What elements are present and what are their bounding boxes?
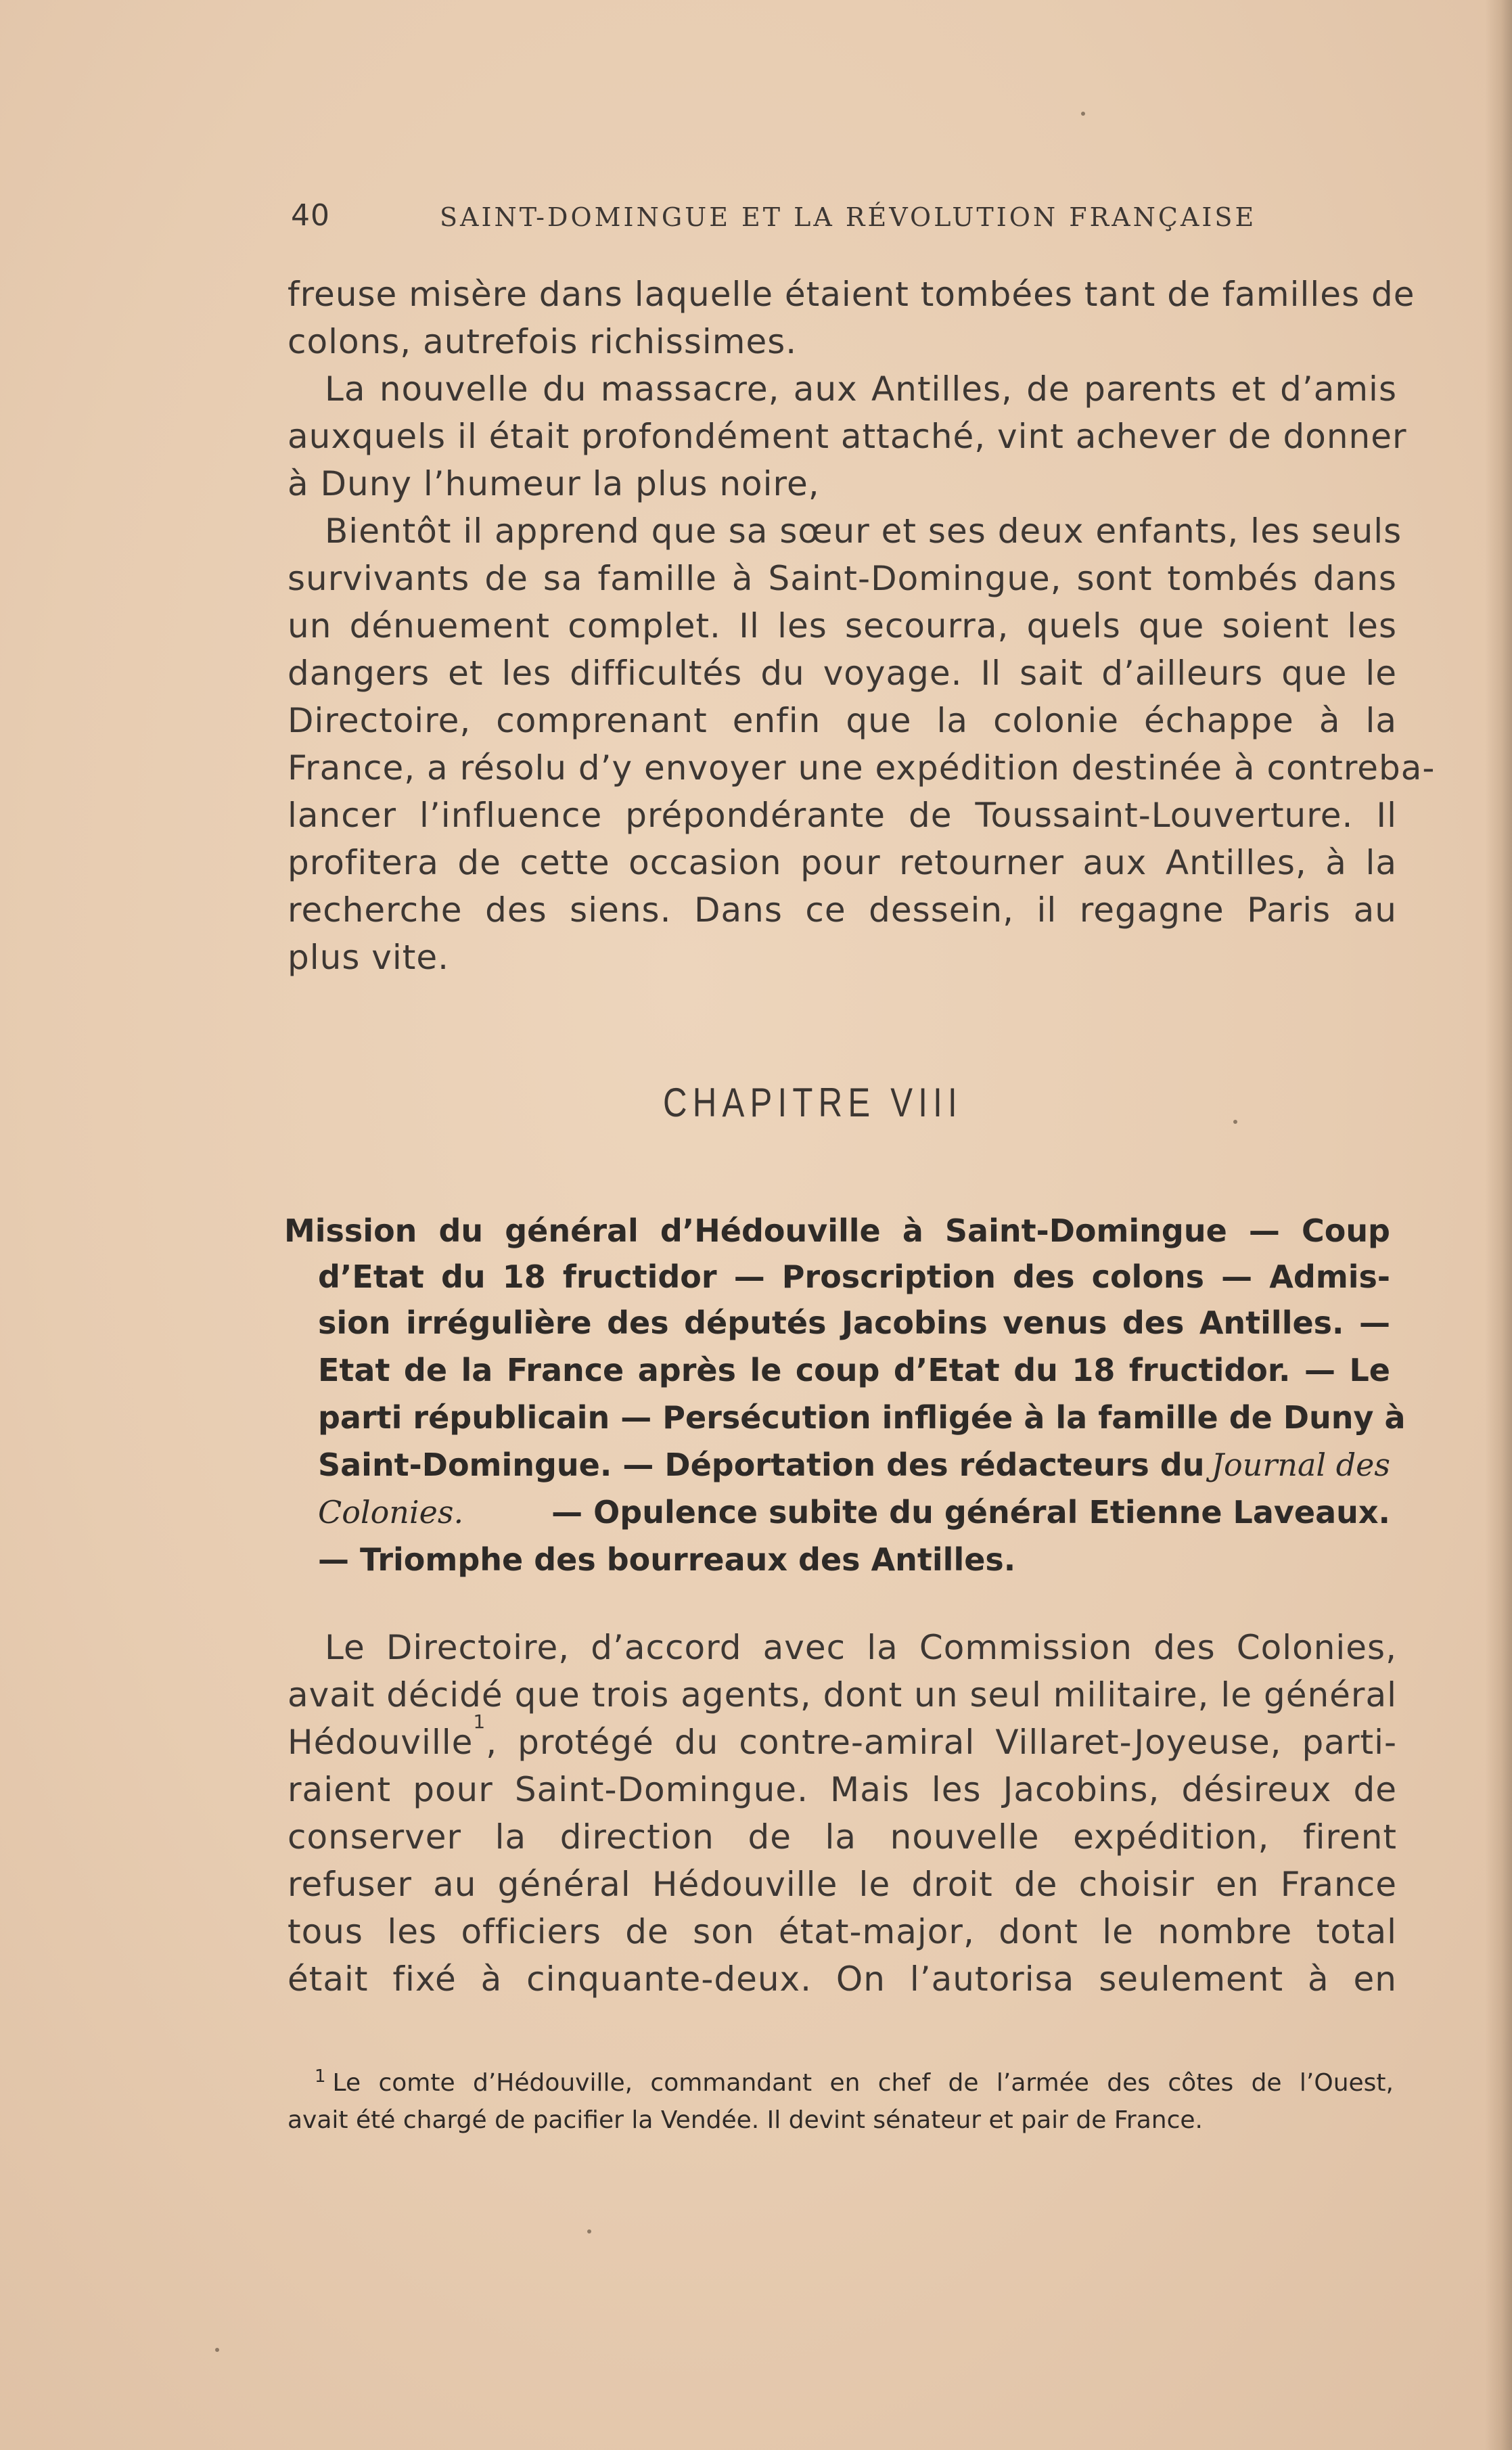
text-line: La nouvelle du massacre, aux Antilles, de parents et d’amis bbox=[325, 369, 1397, 409]
text-line: était fixé à cinquante-deux. On l’autorisa seulement à en bbox=[288, 1959, 1397, 1999]
chapter-title: CHAPITRE VIII bbox=[663, 1080, 963, 1125]
summary-text: — Opulence subite du général Etienne Laveaux. bbox=[551, 1494, 1390, 1530]
journal-title-italic: Journal des bbox=[1211, 1447, 1390, 1483]
text-line: tous les officiers de son état-major, dont le nombre total bbox=[288, 1912, 1397, 1951]
text-line: dangers et les difficultés du voyage. Il sait d’ailleurs que le bbox=[288, 654, 1397, 693]
text-line: plus vite. bbox=[288, 938, 450, 977]
text-line: Bientôt il apprend que sa sœur et ses deux enfants, les seuls bbox=[325, 512, 1402, 551]
footnote-line: avait été chargé de pacifier la Vendée. Il devint sénateur et pair de France. bbox=[288, 2106, 1203, 2134]
footnote-line bbox=[315, 2067, 1394, 2100]
text-line: à Duny l’humeur la plus noire, bbox=[288, 464, 820, 503]
text-line: lancer l’influence prépondérante de Toussaint-Louverture. Il bbox=[288, 796, 1397, 835]
text-line bbox=[288, 1710, 1397, 1763]
text-fragment: Hédouville bbox=[288, 1723, 474, 1762]
text-line: colons, autrefois richissimes. bbox=[288, 322, 798, 361]
chapter-summary-line bbox=[318, 1445, 1390, 1484]
summary-text: Saint-Domingue. — Déportation des rédacteurs du bbox=[318, 1447, 1205, 1483]
text-line: recherche des siens. Dans ce dessein, il regagne Paris au bbox=[288, 890, 1397, 930]
chapter-summary-line: d’Etat du 18 fructidor — Proscription des colons — Admis- bbox=[318, 1258, 1390, 1295]
running-title: SAINT-DOMINGUE ET LA RÉVOLUTION FRANÇAISE bbox=[440, 202, 1257, 232]
text-line: France, a résolu d’y envoyer une expédition destinée à contreba- bbox=[288, 748, 1436, 788]
chapter-summary-line: Etat de la France après le coup d’Etat du 18 fructidor. — Le bbox=[318, 1352, 1390, 1388]
footnote-text: Le comte d’Hédouville, commandant en chef de l’armée des côtes de l’Ouest, bbox=[332, 2069, 1394, 2097]
text-fragment: , protégé du contre-amiral Villaret-Joyeuse, parti- bbox=[486, 1723, 1397, 1762]
footnote-number: 1 bbox=[315, 2066, 326, 2087]
text-line: raient pour Saint-Domingue. Mais les Jacobins, désireux de bbox=[288, 1770, 1397, 1809]
chapter-summary-line: sion irrégulière des députés Jacobins venus des Antilles. — bbox=[318, 1305, 1390, 1341]
text-line: conserver la direction de la nouvelle expédition, firent bbox=[288, 1817, 1397, 1857]
text-line: refuser au général Hédouville le droit de choisir en France bbox=[288, 1865, 1397, 1904]
text-line: Directoire, comprenant enfin que la colonie échappe à la bbox=[288, 701, 1397, 740]
chapter-summary-line: Mission du général d’Hédouville à Saint-Domingue — Coup bbox=[284, 1212, 1390, 1249]
journal-title-italic: Colonies. bbox=[318, 1494, 464, 1530]
running-header bbox=[291, 198, 1257, 239]
text-line: freuse misère dans laquelle étaient tombées tant de familles de bbox=[288, 275, 1415, 314]
paper-speck bbox=[215, 2348, 219, 2352]
paper-speck bbox=[1233, 1120, 1237, 1124]
text-line: survivants de sa famille à Saint-Domingue, sont tombés dans bbox=[288, 559, 1397, 598]
text-line: avait décidé que trois agents, dont un seul militaire, le général bbox=[288, 1675, 1397, 1715]
footnote-reference[interactable]: 1 bbox=[473, 1710, 486, 1733]
page-edge-shadow bbox=[1485, 0, 1512, 2450]
chapter-summary-line: parti républicain — Persécution infligée à la famille de Duny à bbox=[318, 1399, 1406, 1436]
paper-speck bbox=[587, 2229, 591, 2233]
page-number: 40 bbox=[291, 198, 330, 233]
text-line: un dénuement complet. Il les secourra, quels que soient les bbox=[288, 606, 1397, 645]
chapter-summary-line: — Triomphe des bourreaux des Antilles. bbox=[318, 1541, 1016, 1578]
text-line: Le Directoire, d’accord avec la Commission des Colonies, bbox=[325, 1628, 1397, 1667]
chapter-summary-line bbox=[318, 1493, 1390, 1532]
text-line: profitera de cette occasion pour retourner aux Antilles, à la bbox=[288, 843, 1397, 882]
text-line: auxquels il était profondément attaché, vint achever de donner bbox=[288, 417, 1407, 456]
paper-speck bbox=[1081, 112, 1085, 116]
